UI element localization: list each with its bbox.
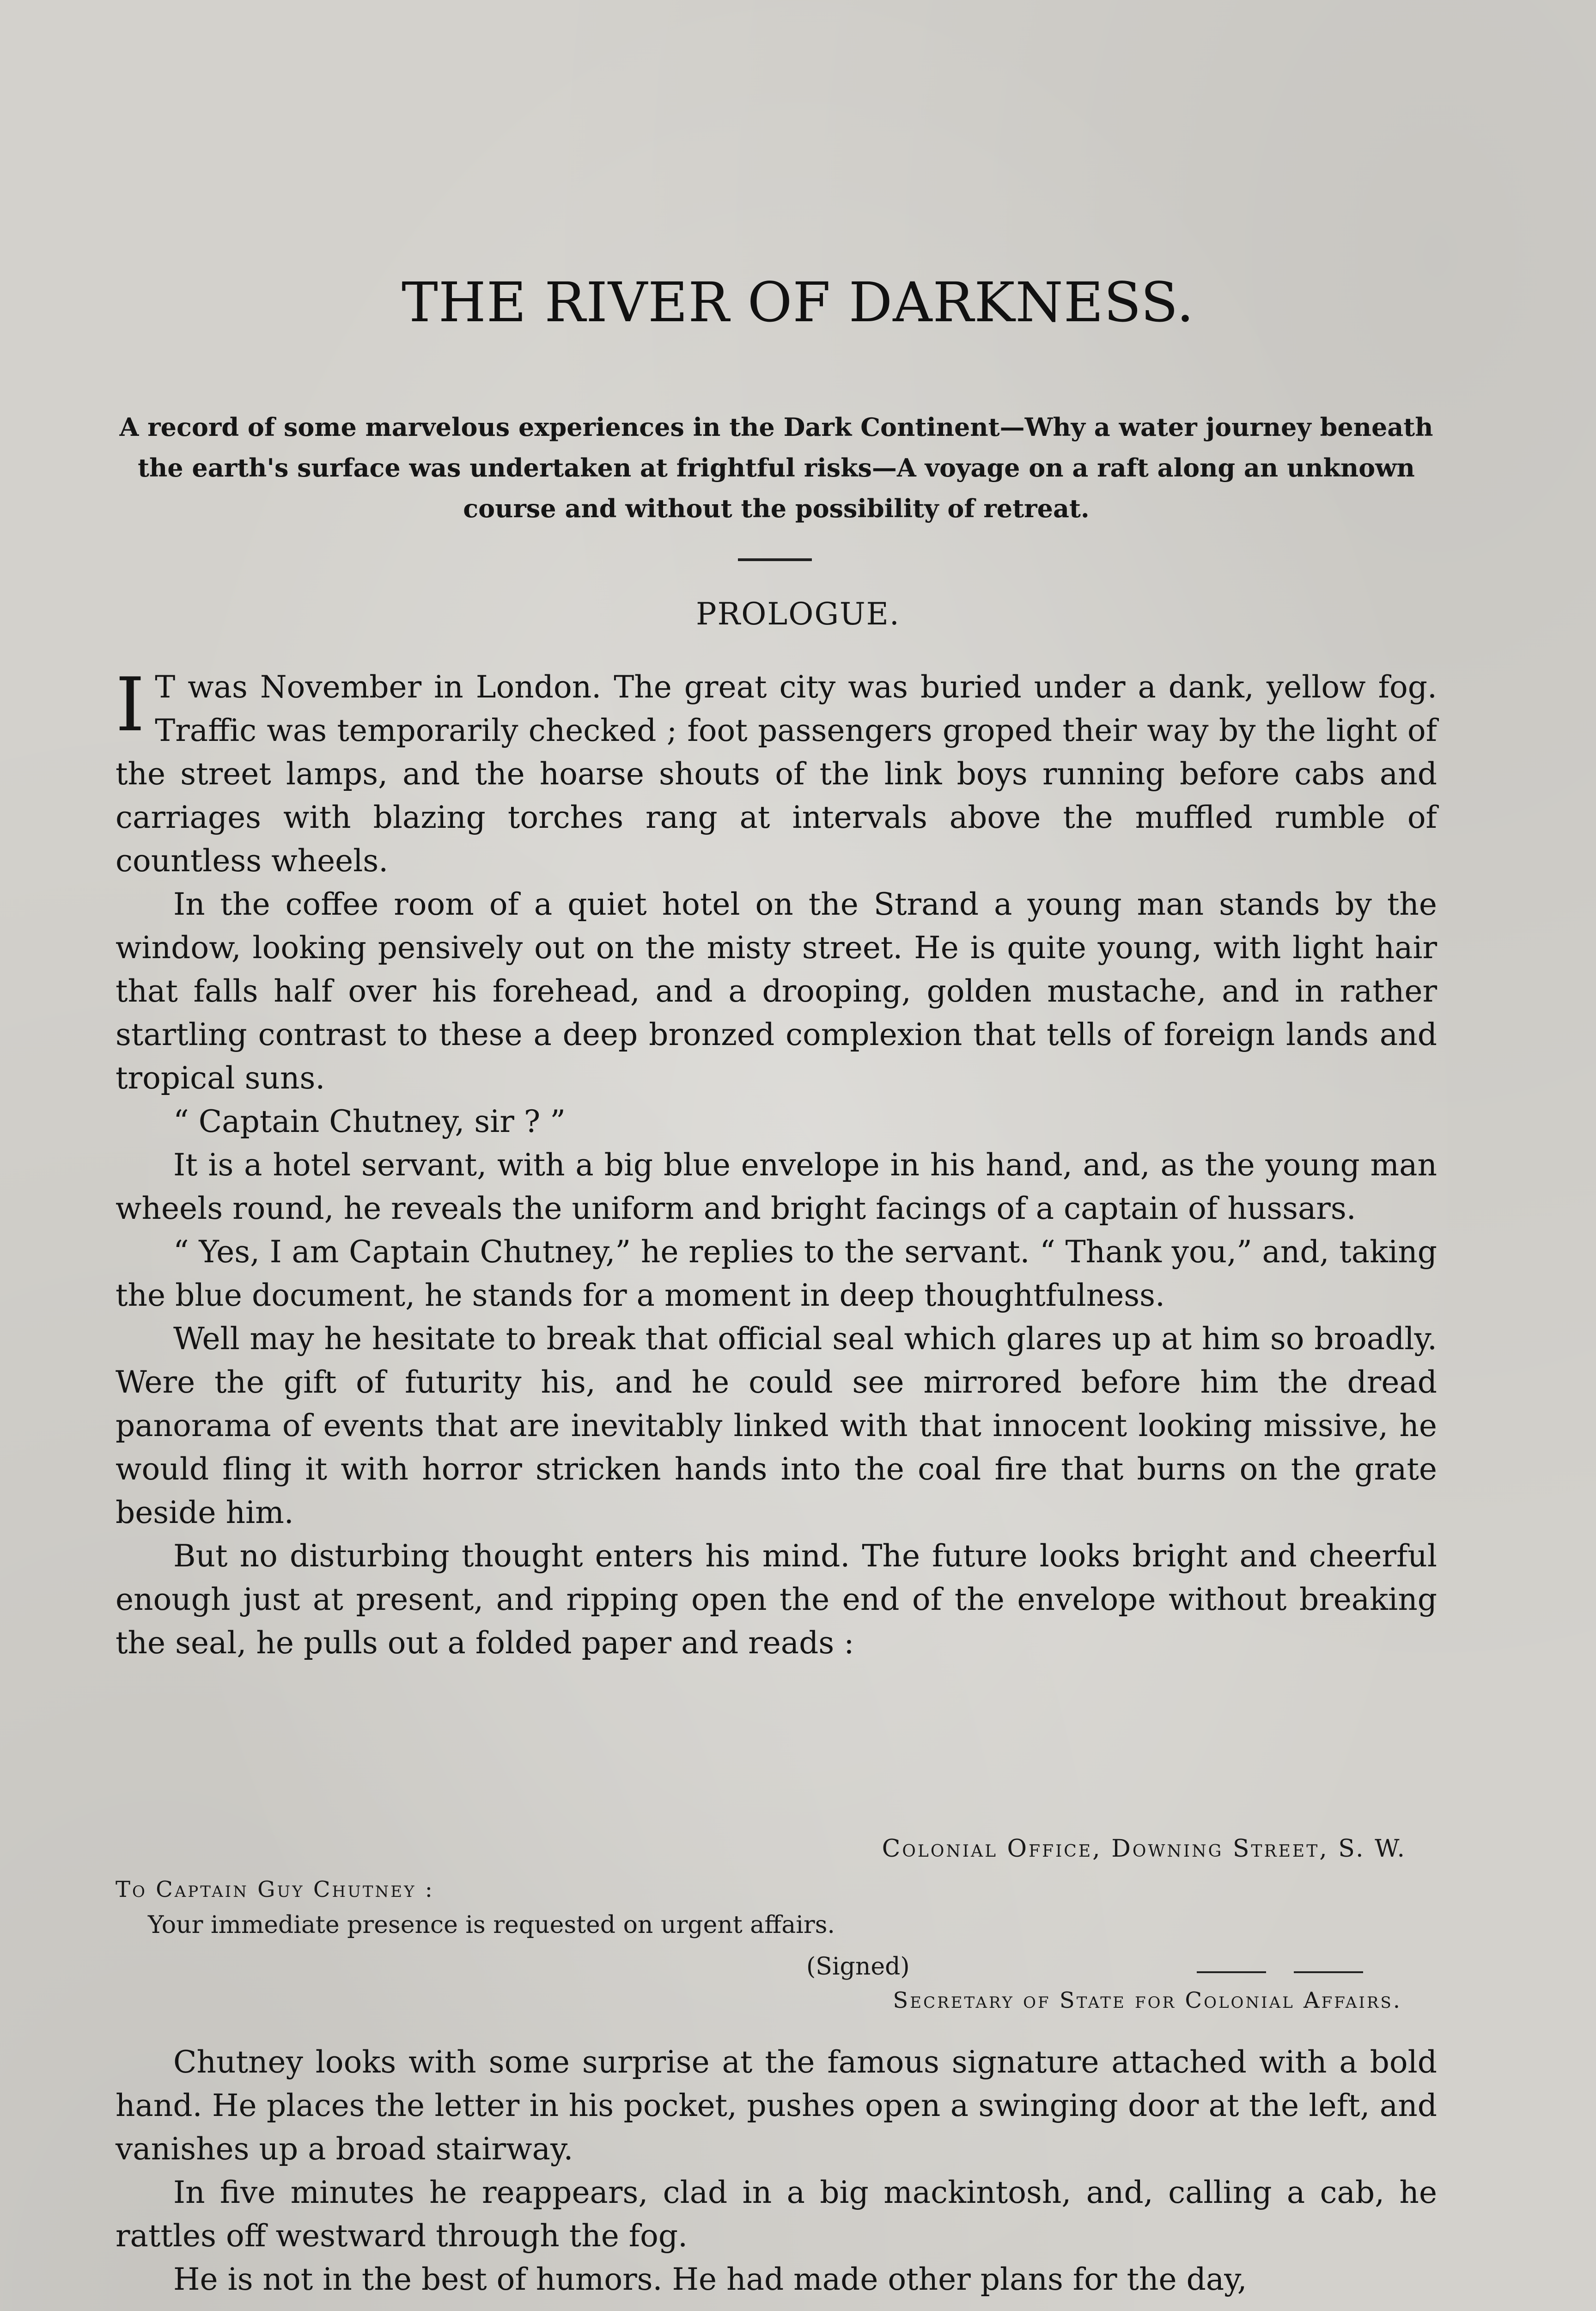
paragraph: He is not in the best of humors. He had made other plans for the day, [173,2262,1247,2297]
paragraph: In five minutes he reappears, clad in a big mackintosh, and, calling a cab, he rattles off westward through the fog. [116,2175,1437,2254]
story-subtitle: A record of some marvelous experiences in the Dark Continent—Why a water journey beneath the earth's surface was undertaken at frightful risks—A voyage on a raft along an unknown course and without the possibility of retreat. [119,412,1433,523]
signature-blank-line [1197,1971,1266,1973]
story-title: THE RIVER OF DARKNESS. [402,270,1194,334]
title-rule-divider [738,558,812,561]
paragraph-text: T was November in London. The great city was buried under a dank, yellow fog. Traffic was temporarily checked ; foot passengers groped their way by the light of the street lamps, and the hoarse shouts of the link boys running before cabs and carriages with blazing torches rang at intervals above the muffled rumble of countless wheels. [116,669,1437,879]
paragraph: Chutney looks with some surprise at the famous signature attached with a bold hand. He places the letter in his pocket, pushes open a swinging door at the left, and vanishes up a broad stairway. [116,2044,1437,2167]
letter-body: Your immediate presence is requested on urgent affairs. [148,1911,835,1939]
paragraph: It is a hotel servant, with a big blue envelope in his hand, and, as the young man wheels round, he reveals the uniform and bright facings of a captain of hussars. [116,1147,1437,1226]
letter-letterhead: Colonial Office, Downing Street, S. W. [882,1835,1407,1863]
body-text-lower [116,2041,1437,2301]
section-heading: PROLOGUE. [696,596,900,632]
letter-signed: (Signed) [806,1953,910,1981]
paragraph [116,661,1437,883]
drop-cap: I [116,661,145,748]
paragraph: But no disturbing thought enters his mind. The future looks bright and cheerful enough just at present, and ripping open the end of the envelope without breaking the seal, he pulls out a folded paper and reads : [116,1538,1437,1661]
paragraph: “ Yes, I am Captain Chutney,” he replies to the servant. “ Thank you,” and, taking the blue document, he stands for a moment in deep thoughtfulness. [116,1234,1437,1313]
letter-addressee: To Captain Guy Chutney : [116,1877,434,1902]
signature-blank-line [1294,1971,1363,1973]
paragraph: “ Captain Chutney, sir ? ” [173,1104,566,1139]
paragraph: Well may he hesitate to break that official seal which glares up at him so broadly. Were the gift of futurity his, and he could see mirrored before him the dread panorama of events that are inevitably linked with that innocent looking missive, he would fling it with horror stricken hands into the coal fire that burns on the grate beside him. [116,1321,1437,1530]
letter-signatory-title: Secretary of State for Colonial Affairs. [893,1987,1402,2013]
body-text-upper [116,661,1437,1665]
paragraph: In the coffee room of a quiet hotel on the Strand a young man stands by the window, looking pensively out on the misty street. He is quite young, with light hair that falls half over his forehead, and a drooping, golden mustache, and in rather startling contrast to these a deep bronzed complexion that tells of foreign lands and tropical suns. [116,886,1437,1096]
